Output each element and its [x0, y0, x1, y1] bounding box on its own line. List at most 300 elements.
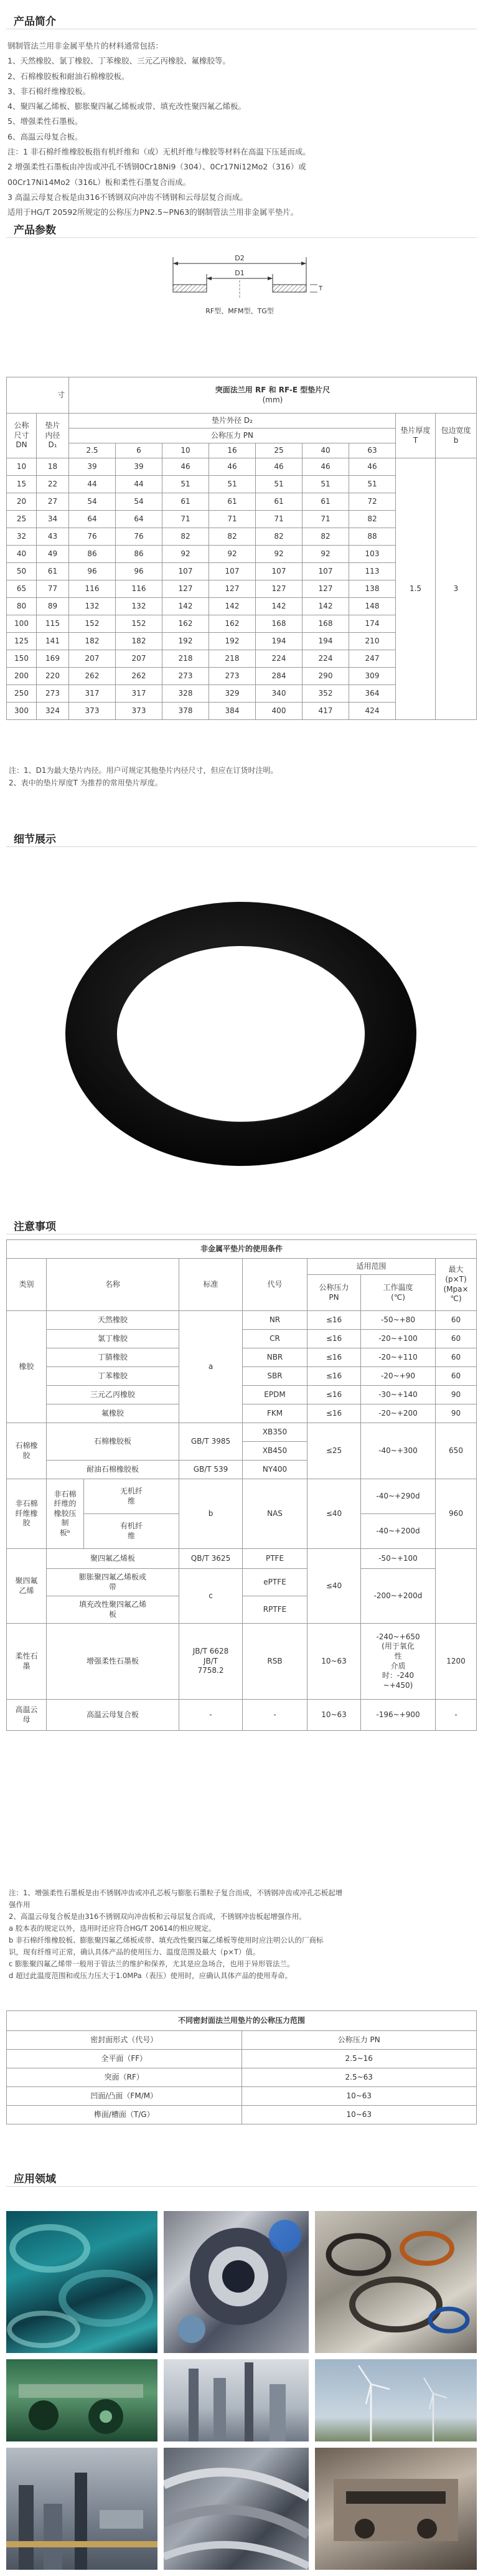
col-d2-header: 垫片外径 D₂ — [69, 414, 396, 429]
size-table-cell: 92 — [302, 546, 349, 563]
size-table-cell: 182 — [69, 633, 116, 650]
cond-code: EPDM — [243, 1386, 307, 1404]
size-table-cell: 168 — [256, 615, 302, 633]
pressure-table-body — [7, 2050, 477, 2124]
cond-h-code: 代号 — [243, 1259, 307, 1311]
size-table-cell: 168 — [302, 615, 349, 633]
size-table-cell: 86 — [116, 546, 162, 563]
cond-code: NY400 — [243, 1461, 307, 1479]
size-table-cell: 210 — [349, 633, 396, 650]
intro-line: 00Cr17Ni14Mo2（316L）板和柔性石墨复合而成。 — [7, 177, 191, 187]
gasket-photo — [62, 897, 420, 1171]
size-table-cell: 174 — [349, 615, 396, 633]
pn-value-cell: 2.5 — [69, 443, 116, 458]
size-table-cell: 194 — [256, 633, 302, 650]
cond-temp: -200~+200d — [361, 1569, 436, 1624]
intro-text — [7, 39, 474, 220]
size-table-cell: 273 — [162, 668, 209, 685]
cond-name: 氟橡胶 — [47, 1404, 179, 1423]
size-table-cell: 169 — [37, 650, 69, 668]
size-table-row — [7, 458, 477, 476]
size-table-cell: 82 — [209, 528, 256, 546]
cond-code: - — [243, 1700, 307, 1731]
application-photo-grid — [6, 2211, 477, 2570]
size-table-cell: 71 — [302, 511, 349, 528]
size-table-cell: 148 — [349, 598, 396, 615]
detail-divider — [6, 846, 477, 847]
pn-value-cell: 63 — [349, 443, 396, 458]
size-table-cell: 72 — [349, 493, 396, 511]
conditions-table-title: 非金属平垫片的使用条件 — [7, 1240, 477, 1259]
cond-cat-mica: 高温云 母 — [7, 1700, 47, 1731]
cond-h-standard: 标准 — [179, 1259, 243, 1311]
size-table-cell: 224 — [256, 650, 302, 668]
size-table-title-line: 突面法兰用 RF 和 RF-E 型垫片尺 — [215, 385, 331, 394]
cond-name: 天然橡胶 — [47, 1311, 179, 1330]
pressure-table-row — [7, 2087, 477, 2106]
size-table-cell: 218 — [209, 650, 256, 668]
size-table-cell: 373 — [69, 703, 116, 720]
cond-name: 膨胀聚四氟乙烯板或 带 — [47, 1569, 179, 1596]
pressure-pn-cell: 2.5~63 — [242, 2068, 477, 2087]
cond-max: 90 — [436, 1404, 477, 1423]
size-table-cell: 76 — [69, 528, 116, 546]
svg-text:D1: D1 — [235, 269, 245, 277]
size-table-cell: 25 — [7, 511, 37, 528]
size-table-cell: 424 — [349, 703, 396, 720]
size-table-cell: 46 — [302, 458, 349, 476]
pressure-face-cell: 突面（RF） — [7, 2068, 242, 2087]
size-table-cell: 132 — [69, 598, 116, 615]
size-table-cell: 324 — [37, 703, 69, 720]
intro-line: 注：1 非石棉纤维橡胶板指有机纤维和（或）无机纤维与橡胶等材料在高温下压延而成。 — [7, 147, 311, 157]
size-table-cell: 96 — [69, 563, 116, 580]
size-table-cell: 77 — [37, 580, 69, 598]
cond-temp: -20~+100 — [361, 1330, 436, 1348]
size-table-cell: 224 — [302, 650, 349, 668]
size-table-cell: 107 — [256, 563, 302, 580]
size-table-cell: 61 — [162, 493, 209, 511]
size-table-notes — [9, 764, 278, 789]
cond-pn: ≤40 — [307, 1549, 361, 1624]
cond-code: NAS — [243, 1479, 307, 1549]
size-table-cell: 100 — [7, 615, 37, 633]
size-table-cell: 61 — [37, 563, 69, 580]
cond-pn: 10~63 — [307, 1624, 361, 1700]
note-line: d 超过此温度范围和或压力压大于1.0MPa（表压）使用时，应确认具体产品的使用寿命。 — [9, 1971, 293, 1980]
diagram-caption: RF型、MFM型、TG型 — [205, 307, 274, 315]
size-table-cell: 18 — [37, 458, 69, 476]
size-table-cell: 329 — [209, 685, 256, 703]
size-table-cell: 61 — [209, 493, 256, 511]
cond-name: 增强柔性石墨板 — [47, 1624, 179, 1700]
cond-max: 60 — [436, 1367, 477, 1386]
size-table-cell: 46 — [256, 458, 302, 476]
size-table-cell: 262 — [69, 668, 116, 685]
pressure-table-row — [7, 2068, 477, 2087]
cond-temp: -20~+90 — [361, 1367, 436, 1386]
size-table-title — [69, 377, 477, 414]
cond-name: 填充改性聚四氟乙烯 板 — [47, 1596, 179, 1624]
cond-pn: ≤16 — [307, 1311, 361, 1330]
size-table-cell: 194 — [302, 633, 349, 650]
cond-pn: ≤16 — [307, 1404, 361, 1423]
size-table-cell: 127 — [209, 580, 256, 598]
size-table-cell: 142 — [256, 598, 302, 615]
size-table-cell: 54 — [69, 493, 116, 511]
size-table — [6, 377, 477, 720]
pn-value-cell: 10 — [162, 443, 209, 458]
size-table-cell: 127 — [256, 580, 302, 598]
cond-name: 丁腈橡胶 — [47, 1348, 179, 1367]
size-table-cell: 103 — [349, 546, 396, 563]
cond-code: RSB — [243, 1624, 307, 1700]
cond-std: c — [179, 1569, 243, 1624]
pressure-face-cell: 全平面（FF） — [7, 2050, 242, 2068]
cond-max — [436, 1549, 477, 1624]
note-line: 识，现有纤维可正常，确认具体产品的使用压力、温度范围及最大（p×T）值。 — [9, 1948, 260, 1956]
cond-temp: -20~+200 — [361, 1404, 436, 1423]
size-table-cell: 125 — [7, 633, 37, 650]
size-table-cell: 113 — [349, 563, 396, 580]
params-divider — [6, 237, 477, 238]
size-table-cell: 142 — [162, 598, 209, 615]
col-d1-header: 垫片 内径 D₁ — [37, 414, 69, 458]
cond-temp: -50~+80 — [361, 1311, 436, 1330]
cond-temp: -30~+140 — [361, 1386, 436, 1404]
app-photo-pipes-teal — [6, 2211, 157, 2353]
app-photo-valves-green — [6, 2359, 157, 2441]
col-pn-header: 公称压力 PN — [69, 429, 396, 443]
size-table-cell: 417 — [302, 703, 349, 720]
size-table-cell: 61 — [256, 493, 302, 511]
cond-std: GB/T 539 — [179, 1461, 243, 1479]
size-table-cell: 82 — [349, 511, 396, 528]
size-table-cell: 142 — [209, 598, 256, 615]
size-table-cell: 400 — [256, 703, 302, 720]
app-divider — [6, 2186, 477, 2187]
cond-max: 650 — [436, 1423, 477, 1479]
cond-name: 聚四氟乙烯板 — [47, 1549, 179, 1569]
cond-temp: -40~+200d — [361, 1514, 436, 1549]
cond-h-name: 名称 — [47, 1259, 179, 1311]
conditions-table — [6, 1239, 477, 1731]
pn-value-cell: 40 — [302, 443, 349, 458]
cond-pn: ≤16 — [307, 1348, 361, 1367]
cond-name: 非石棉 纤维的 橡胶压 制 板ᵇ — [47, 1479, 84, 1549]
pressure-table-title: 不同密封面法兰用垫片的公称压力范围 — [7, 2011, 477, 2031]
intro-line: 5、增强柔性石墨板。 — [7, 116, 83, 126]
app-photo-machinery — [315, 2448, 477, 2570]
size-table-cell: 352 — [302, 685, 349, 703]
cond-temp: -240~+650 (用于氧化 性 介质 时：-240 ~+450) — [361, 1624, 436, 1700]
cond-subname: 有机纤 维 — [84, 1514, 179, 1549]
size-table-cell: 92 — [209, 546, 256, 563]
cond-std: - — [179, 1700, 243, 1731]
cond-max: 60 — [436, 1348, 477, 1367]
cond-temp: -196~+900 — [361, 1700, 436, 1731]
size-table-cell: 115 — [37, 615, 69, 633]
cond-max: - — [436, 1700, 477, 1731]
size-table-title-unit: (mm) — [262, 395, 283, 404]
cond-name: 高温云母复合板 — [47, 1700, 179, 1731]
size-table-cell: 200 — [7, 668, 37, 685]
size-table-cell: 50 — [7, 563, 37, 580]
size-table-cell: 127 — [302, 580, 349, 598]
size-table-cell: 51 — [209, 476, 256, 493]
size-table-cell: 88 — [349, 528, 396, 546]
size-table-cell: 309 — [349, 668, 396, 685]
size-table-cell: 138 — [349, 580, 396, 598]
size-table-cell: 15 — [7, 476, 37, 493]
size-table-cell: 32 — [7, 528, 37, 546]
cond-name: 耐油石棉橡胶板 — [47, 1461, 179, 1479]
size-table-cell: 76 — [116, 528, 162, 546]
size-table-cell: 132 — [116, 598, 162, 615]
size-table-cell: 273 — [37, 685, 69, 703]
size-table-cell: 192 — [162, 633, 209, 650]
pn-value-cell: 6 — [116, 443, 162, 458]
cond-code: NBR — [243, 1348, 307, 1367]
cond-pn: ≤16 — [307, 1386, 361, 1404]
cond-temp: -40~+290d — [361, 1479, 436, 1514]
note-line: 2、表中的垫片厚度T 为推荐的常用垫片厚度。 — [9, 779, 162, 787]
cond-name: 丁苯橡胶 — [47, 1367, 179, 1386]
cond-code: RPTFE — [243, 1596, 307, 1624]
cond-code: XB350 — [243, 1423, 307, 1442]
size-table-cell: 40 — [7, 546, 37, 563]
note-line: a 胶本表的规定以外，选用时还应符合HG/T 20614的相应规定。 — [9, 1924, 216, 1933]
size-table-cell: 152 — [69, 615, 116, 633]
size-table-cell: 317 — [116, 685, 162, 703]
cond-pn: ≤25 — [307, 1423, 361, 1479]
notes-section-title: 注意事项 — [14, 1221, 56, 1233]
cond-subname: 无机纤 维 — [84, 1479, 179, 1514]
size-table-cell: 54 — [116, 493, 162, 511]
pressure-h-pn: 公称压力 PN — [242, 2031, 477, 2050]
size-table-cell: 116 — [69, 580, 116, 598]
size-table-cell: 364 — [349, 685, 396, 703]
size-table-cell: 152 — [116, 615, 162, 633]
gasket-cross-section-diagram — [156, 246, 324, 371]
size-table-cell: 96 — [116, 563, 162, 580]
size-table-cell: 116 — [116, 580, 162, 598]
pressure-table-row — [7, 2050, 477, 2068]
size-table-cell: 262 — [116, 668, 162, 685]
size-table-cell: 92 — [256, 546, 302, 563]
size-table-cell: 44 — [69, 476, 116, 493]
size-table-cell: 64 — [116, 511, 162, 528]
note-line: 注：1、增强柔性石墨板是由不锈钢冲齿或冲孔芯板与膨胀石墨粒子复合而成，不锈钢冲齿或冲孔芯板起增 — [9, 1888, 343, 1897]
size-table-cell: 10 — [7, 458, 37, 476]
size-table-cell: 43 — [37, 528, 69, 546]
size-table-cell: 65 — [7, 580, 37, 598]
size-table-cell: 49 — [37, 546, 69, 563]
col-dn-header: 公称 尺寸 DN — [7, 414, 37, 458]
pressure-pn-cell: 10~63 — [242, 2106, 477, 2124]
size-table-cell: 207 — [116, 650, 162, 668]
size-table-cell: 273 — [209, 668, 256, 685]
note-line: 2、高温云母复合板是由316不锈钢双向冲齿板和云母层复合而成，不锈钢冲齿板起增强作用。 — [9, 1912, 306, 1921]
intro-line: 2 增强柔性石墨板由冲齿或冲孔不锈钢0Cr18Ni9（304）、0Cr17Ni12Mo2（316）或 — [7, 162, 306, 172]
size-table-cell: 46 — [349, 458, 396, 476]
app-photo-refinery-towers — [164, 2359, 309, 2441]
size-table-cell: 82 — [162, 528, 209, 546]
cond-cat-ptfe: 聚四氟 乙烯 — [7, 1549, 47, 1624]
size-table-cell: 220 — [37, 668, 69, 685]
note-line: 强作用 — [9, 1900, 30, 1909]
cond-max: 60 — [436, 1311, 477, 1330]
size-table-cell: 20 — [7, 493, 37, 511]
cond-code: CR — [243, 1330, 307, 1348]
cond-cat-asbestos: 石棉橡 胶 — [7, 1423, 47, 1479]
pressure-face-cell: 凹面/凸面（FM/M） — [7, 2087, 242, 2106]
cond-temp: -50~+100 — [361, 1549, 436, 1569]
intro-line: 6、高温云母复合板。 — [7, 131, 83, 141]
cond-h-pn: 公称压力 PN — [307, 1275, 361, 1311]
cond-code: ePTFE — [243, 1569, 307, 1596]
conditions-notes — [9, 1887, 342, 1982]
svg-text:D2: D2 — [235, 254, 245, 262]
size-table-cell: 46 — [162, 458, 209, 476]
svg-text:T: T — [319, 285, 323, 292]
intro-line: 适用于HG/T 20592所规定的公称压力PN2.5~PN63的钢制管法兰用非金属平垫片。 — [7, 207, 299, 217]
pressure-pn-cell: 2.5~16 — [242, 2050, 477, 2068]
cond-name: 石棉橡胶板 — [47, 1423, 179, 1461]
size-table-cell: 250 — [7, 685, 37, 703]
size-table-cell: 142 — [302, 598, 349, 615]
size-table-cell: 107 — [209, 563, 256, 580]
app-photo-flange-gears — [164, 2211, 309, 2353]
cond-code: SBR — [243, 1367, 307, 1386]
pressure-table — [6, 2010, 477, 2124]
size-table-cell: 82 — [256, 528, 302, 546]
size-table-cell: 182 — [116, 633, 162, 650]
cond-h-temp: 工作温度 (℃) — [361, 1275, 436, 1311]
intro-section-title: 产品简介 — [14, 16, 56, 28]
size-table-cell: 61 — [302, 493, 349, 511]
size-table-cell: 162 — [162, 615, 209, 633]
cond-max: 960 — [436, 1479, 477, 1549]
size-table-cell: 107 — [302, 563, 349, 580]
size-table-cell: 162 — [209, 615, 256, 633]
pressure-face-cell: 榫面/槽面（T/G） — [7, 2106, 242, 2124]
cond-max: 60 — [436, 1330, 477, 1348]
cond-std: GB/T 3985 — [179, 1423, 243, 1461]
cond-temp: -40~+300 — [361, 1423, 436, 1479]
size-table-cell: 218 — [162, 650, 209, 668]
size-table-cell: 192 — [209, 633, 256, 650]
app-photo-plant-pipes — [6, 2448, 157, 2570]
size-table-cell: 64 — [69, 511, 116, 528]
size-table-body — [7, 458, 477, 720]
intro-line: 1、天然橡胶、氯丁橡胶、丁苯橡胶、三元乙丙橡胶、氟橡胶等。 — [7, 56, 230, 66]
size-table-cell: 86 — [69, 546, 116, 563]
cond-pn: ≤40 — [307, 1479, 361, 1549]
cond-code: FKM — [243, 1404, 307, 1423]
app-section-title: 应用领域 — [14, 2173, 56, 2185]
col-b-header: 包边宽度 b — [436, 414, 477, 458]
cond-h-category: 类别 — [7, 1259, 47, 1311]
cond-max: 90 — [436, 1386, 477, 1404]
size-table-cell: 39 — [69, 458, 116, 476]
cond-code: NR — [243, 1311, 307, 1330]
cond-name: 三元乙丙橡胶 — [47, 1386, 179, 1404]
thickness-cell: 1.5 — [396, 458, 436, 720]
intro-line: 3、非石棉纤维橡胶板。 — [7, 86, 90, 96]
size-table-cell: 328 — [162, 685, 209, 703]
size-table-cell: 127 — [162, 580, 209, 598]
col-t-header: 垫片厚度 T — [396, 414, 436, 458]
size-table-cell: 51 — [349, 476, 396, 493]
note-line: 注：1、D1为最大垫片内径。用户可规定其他垫片内径尺寸，但应在订货时注明。 — [9, 766, 278, 775]
detail-section-title: 细节展示 — [14, 833, 56, 846]
size-table-cell: 300 — [7, 703, 37, 720]
note-line: b 非石棉纤维橡胶板、膨胀聚四氟乙烯板或带、填充改性聚四氟乙烯板等使用时应注明公认的厂商标 — [9, 1936, 324, 1944]
size-table-header-cut: 寸 — [7, 377, 69, 414]
size-table-cell: 284 — [256, 668, 302, 685]
intro-line: 4、聚四氟乙烯板、膨胀聚四氟乙烯板或带、填充改性聚四氟乙烯板。 — [7, 102, 246, 111]
params-section-title: 产品参数 — [14, 224, 56, 237]
cond-std-rubber: a — [179, 1311, 243, 1423]
cond-temp: -20~+110 — [361, 1348, 436, 1367]
cond-cat-nonasbestos: 非石棉 纤维橡 胶 — [7, 1479, 47, 1549]
size-table-cell: 82 — [302, 528, 349, 546]
size-table-cell: 51 — [162, 476, 209, 493]
size-table-cell: 51 — [302, 476, 349, 493]
cond-std: QB/T 3625 — [179, 1549, 243, 1569]
intro-line: 2、石棉橡胶板和耐油石棉橡胶板。 — [7, 71, 129, 81]
size-table-cell: 89 — [37, 598, 69, 615]
cond-cat-rubber: 橡胶 — [7, 1311, 47, 1423]
size-table-cell: 44 — [116, 476, 162, 493]
size-table-cell: 22 — [37, 476, 69, 493]
size-table-cell: 46 — [209, 458, 256, 476]
cond-cat-graphite: 柔性石 墨 — [7, 1624, 47, 1700]
cond-h-max: 最大 (p×T) (Mpa× ℃) — [436, 1259, 477, 1311]
intro-line: 钢制管法兰用非金属平垫片的材料通常包括： — [7, 41, 164, 50]
pressure-h-face: 密封面形式（代号） — [7, 2031, 242, 2050]
cond-pn: 10~63 — [307, 1700, 361, 1731]
size-table-cell: 378 — [162, 703, 209, 720]
size-table-cell: 71 — [162, 511, 209, 528]
size-table-cell: 373 — [116, 703, 162, 720]
cond-h-range: 适用范围 — [307, 1259, 436, 1275]
cond-name: 氯丁橡胶 — [47, 1330, 179, 1348]
size-table-cell: 51 — [256, 476, 302, 493]
size-table-cell: 80 — [7, 598, 37, 615]
size-table-cell: 384 — [209, 703, 256, 720]
size-table-cell: 92 — [162, 546, 209, 563]
size-table-cell: 290 — [302, 668, 349, 685]
app-photo-orings — [315, 2211, 477, 2353]
cond-code: XB450 — [243, 1442, 307, 1461]
intro-line: 3 高温云母复合板是由316不锈钢双向冲齿不锈钢和云母层复合而成。 — [7, 192, 248, 202]
size-table-cell: 247 — [349, 650, 396, 668]
size-table-cell: 34 — [37, 511, 69, 528]
cond-pn: ≤16 — [307, 1367, 361, 1386]
note-line: c 膨胀聚四氟乙烯带一般用于管法兰的维护和保养，尤其是应急场合，也用于异形管法兰。 — [9, 1959, 294, 1968]
app-photo-hoses — [164, 2448, 309, 2570]
size-table-cell: 27 — [37, 493, 69, 511]
cond-pn: ≤16 — [307, 1330, 361, 1348]
size-table-cell: 71 — [209, 511, 256, 528]
size-table-cell: 340 — [256, 685, 302, 703]
app-photo-wind-turbines — [315, 2359, 477, 2441]
binding-width-cell: 3 — [436, 458, 477, 720]
cond-std: b — [179, 1479, 243, 1549]
size-table-cell: 71 — [256, 511, 302, 528]
